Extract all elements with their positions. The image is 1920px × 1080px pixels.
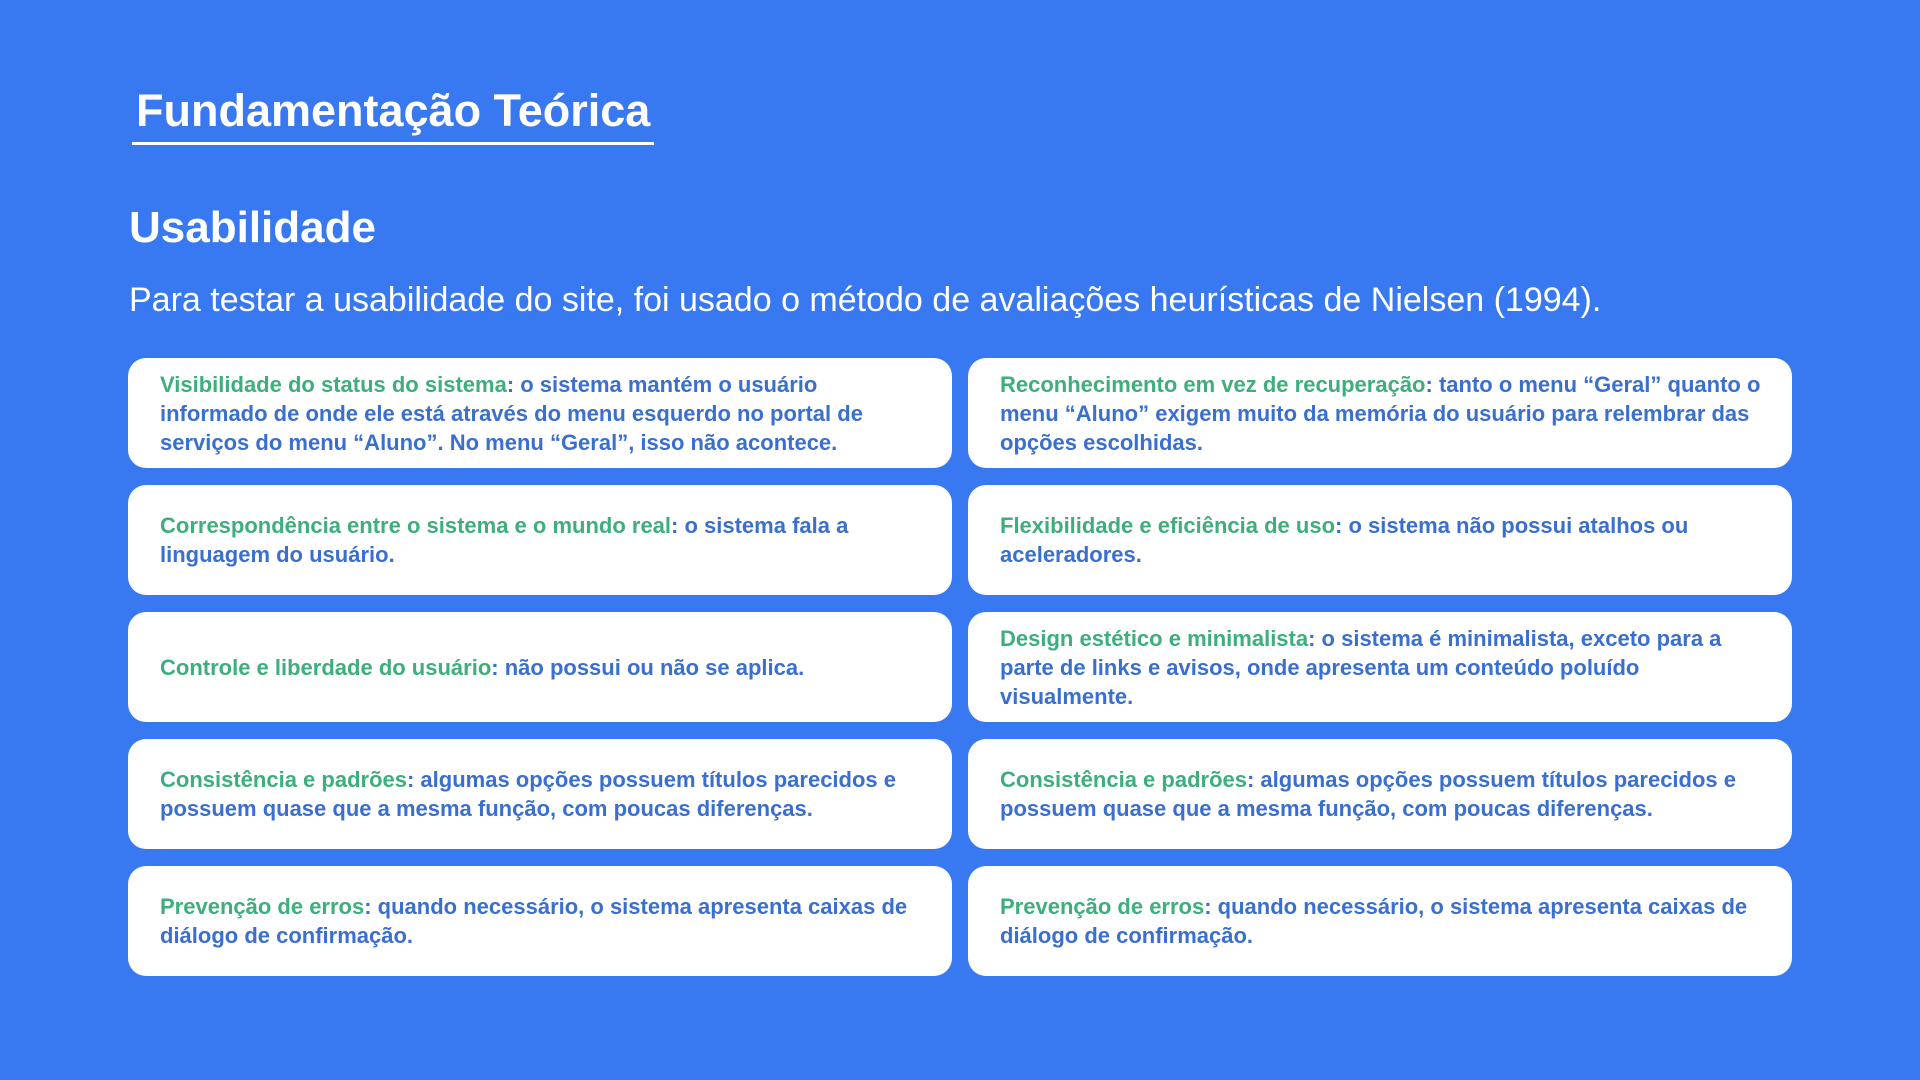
heuristic-card-text <box>160 765 924 823</box>
section-heading: Usabilidade <box>129 203 376 252</box>
title-wrapper <box>132 86 654 145</box>
heuristic-description: : o sistema não possui atalhos ou aceleradores. <box>1000 513 1689 567</box>
heuristic-description: : algumas opções possuem títulos parecidos e possuem quase que a mesma função, com poucas diferenças. <box>160 767 897 821</box>
heuristic-card-text <box>1000 511 1764 569</box>
heuristic-description: : tanto o menu “Geral” quanto o menu “Aluno” exigem muito da memória do usuário para relembrar das opções escolhidas. <box>1000 371 1761 455</box>
heuristic-card-visibility <box>128 358 952 468</box>
heuristics-grid <box>128 358 1792 976</box>
heuristic-card-recognition <box>968 358 1792 468</box>
heuristic-card-text <box>1000 624 1764 711</box>
slide-title: Fundamentação Teórica <box>132 86 654 145</box>
heuristic-card-text <box>1000 892 1764 950</box>
heuristic-description: : o sistema mantém o usuário informado de onde ele está através do menu esquerdo no portal de serviços do menu “Aluno”. No menu “Geral”, isso não acontece. <box>160 371 863 455</box>
heuristic-card-error-prevention <box>128 866 952 976</box>
heuristic-card-text <box>160 370 924 457</box>
heuristic-term: Prevenção de erros <box>160 894 365 919</box>
heuristic-card-consistency <box>968 739 1792 849</box>
heuristic-card-text <box>160 892 924 950</box>
heuristic-card-user-control <box>128 612 952 722</box>
heuristic-card-error-prevention <box>968 866 1792 976</box>
heuristic-card-text <box>160 511 924 569</box>
heuristic-term: Controle e liberdade do usuário <box>160 654 492 680</box>
heuristic-term: Reconhecimento em vez de recuperação <box>1000 371 1426 397</box>
heuristic-description: : quando necessário, o sistema apresenta caixas de diálogo de confirmação. <box>1000 894 1748 948</box>
heuristic-term: Correspondência entre o sistema e o mundo real <box>160 513 672 538</box>
heuristic-card-text <box>1000 765 1764 823</box>
heuristic-card-flexibility <box>968 485 1792 595</box>
heuristic-description: : o sistema é minimalista, exceto para a parte de links e avisos, onde apresenta um conteúdo poluído visualmente. <box>1000 625 1722 709</box>
heuristic-term: Prevenção de erros <box>1000 894 1205 919</box>
heuristic-description: : algumas opções possuem títulos parecidos e possuem quase que a mesma função, com poucas diferenças. <box>1000 767 1737 821</box>
heuristic-term: Visibilidade do status do sistema <box>160 371 507 397</box>
heuristic-term: Consistência e padrões <box>160 767 407 792</box>
intro-paragraph: Para testar a usabilidade do site, foi usado o método de avaliações heurísticas de Nielsen (1994). <box>129 281 1602 319</box>
heuristic-card-consistency <box>128 739 952 849</box>
heuristic-description: : o sistema fala a linguagem do usuário. <box>160 513 849 567</box>
heuristic-term: Consistência e padrões <box>1000 767 1247 792</box>
heuristic-card-text <box>160 653 804 682</box>
heuristic-description: : não possui ou não se aplica. <box>491 654 805 680</box>
heuristic-card-aesthetic <box>968 612 1792 722</box>
heuristic-term: Design estético e minimalista <box>1000 625 1309 651</box>
heuristic-card-text <box>1000 370 1764 457</box>
heuristic-term: Flexibilidade e eficiência de uso <box>1000 513 1336 538</box>
heuristic-card-real-world <box>128 485 952 595</box>
heuristic-description: : quando necessário, o sistema apresenta caixas de diálogo de confirmação. <box>160 894 908 948</box>
